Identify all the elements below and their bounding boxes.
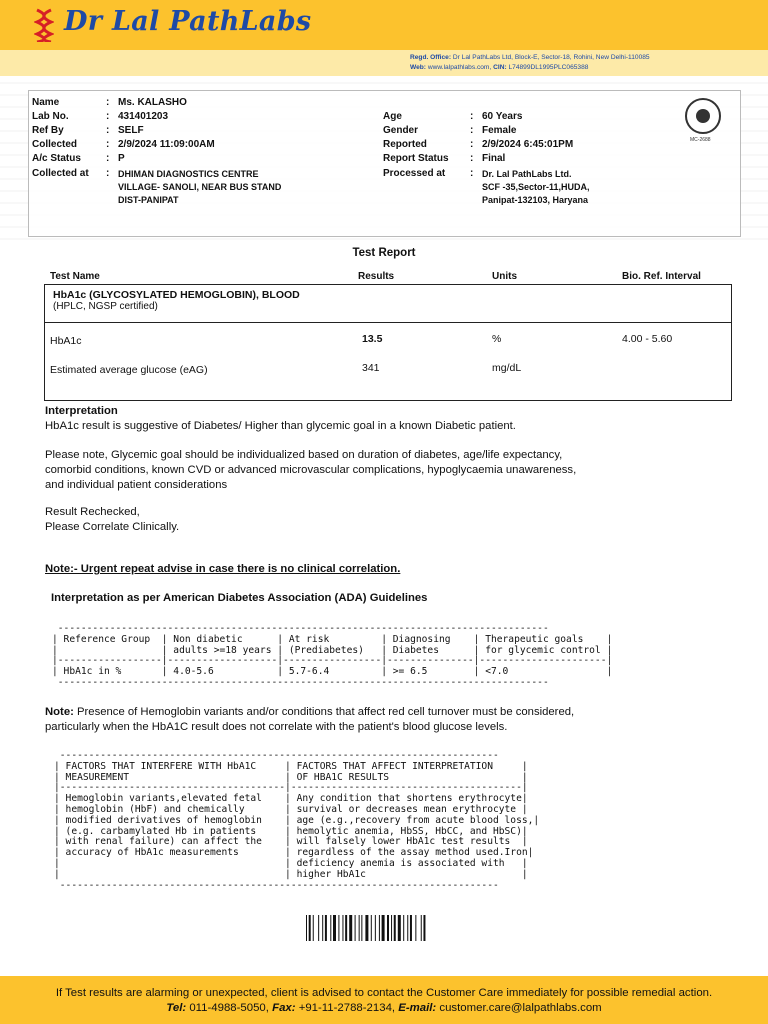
factors-table-line: |---------------------------------------|----------------------------------------| (54, 782, 528, 794)
factors-table-line: | with renal failure) can affect the | will falsely lower HbA1c test results | (54, 836, 528, 848)
age-colon: : (470, 111, 474, 122)
barcode-bar (322, 915, 323, 941)
factors-table-line: | MEASUREMENT | OF HBA1C RESULTS | (54, 771, 528, 783)
ref-label: Ref By (32, 125, 64, 136)
barcode-bar (345, 915, 347, 941)
variant-note-text: Presence of Hemoglobin variants and/or conditions that affect red cell turnover must be considered, (73, 706, 575, 718)
ada-table-line: | HbA1c in % | 4.0-5.6 | 5.7-6.4 | >= 6.5 | <7.0 | (52, 666, 613, 678)
ada-table-line: | Reference Group | Non diabetic | At risk | Diagnosing | Therapeutic goals | (52, 633, 613, 645)
gender-colon: : (470, 125, 474, 136)
urgent-note: Note:- Urgent repeat advise in case there is no clinical correlation. (45, 563, 401, 575)
barcode-bar (330, 915, 331, 941)
interpretation-line: HbA1c result is suggestive of Diabetes/ Higher than glycemic goal in a known Diabetic patient. (45, 420, 516, 432)
dna-logo-icon (34, 8, 54, 42)
barcode-bar (421, 915, 422, 941)
barcode-bar (349, 915, 352, 941)
barcode-bar (407, 915, 408, 941)
variant-note-label: Note: (45, 706, 74, 718)
cin-value: L74899DL1995PLC065388 (508, 64, 589, 71)
web-label: Web: (410, 64, 426, 71)
factors-table-line: | Hemoglobin variants,elevated fetal | Any condition that shortens erythrocyte| (54, 793, 528, 805)
factors-table-line: | modified derivatives of hemoglobin | age (e.g.,recovery from acute blood loss,| (54, 814, 540, 826)
barcode-bar (355, 915, 356, 941)
ada-heading: Interpretation as per American Diabetes Association (ADA) Guidelines (51, 592, 428, 604)
tel-value[interactable]: 011-4988-5050, (186, 1002, 269, 1014)
fax-value: +91-11-2788-2134, (295, 1002, 396, 1014)
barcode-bar (338, 915, 339, 941)
glycemic-note-line-3: and individual patient considerations (45, 479, 228, 491)
test-method: (HPLC, NGSP certified) (53, 301, 158, 312)
glycemic-note-line-2: comorbid conditions, known CVD or advanced microvascular complications, hypoglycaemia unawareness, (45, 464, 577, 476)
report-status-colon: : (470, 153, 474, 164)
barcode-bar (375, 915, 376, 941)
collected-at-line-3: DIST-PANIPAT (118, 195, 179, 205)
ref-colon: : (106, 125, 110, 136)
ac-status-value: P (118, 153, 125, 164)
collected-at-line-2: VILLAGE- SANOLI, NEAR BUS STAND (118, 182, 282, 192)
row-eag-result: 341 (362, 362, 380, 374)
row-hba1c-unit: % (492, 333, 502, 345)
ada-table (52, 624, 612, 689)
barcode-bar (394, 915, 396, 941)
brand-logo-text: Dr Lal PathLabs (64, 6, 312, 37)
ada-table-line: |------------------|-------------------|-----------------|---------------|----------------------| (52, 655, 613, 667)
regd-value: Dr Lal PathLabs Ltd, Block-E, Sector-18, Rohini, New Delhi-110085 (452, 54, 650, 61)
row-hba1c-interval: 4.00 - 5.60 (622, 333, 673, 345)
barcode-bar (423, 915, 425, 941)
barcode-bar (387, 915, 389, 941)
row-eag-name: Estimated average glucose (eAG) (50, 364, 208, 376)
glycemic-note-line-1: Please note, Glycemic goal should be individualized based on duration of diabetes, age/life expectancy, (45, 449, 563, 461)
variant-note-line-1 (45, 705, 574, 720)
header-interval: Bio. Ref. Interval (622, 271, 701, 282)
collected-value: 2/9/2024 11:09:00AM (118, 139, 215, 150)
barcode-bar (415, 915, 416, 941)
factors-table-line: | | deficiency anemia is associated with | (54, 857, 528, 869)
factors-table (54, 751, 539, 891)
processed-at-line-3: Panipat-132103, Haryana (482, 195, 589, 205)
barcode (306, 915, 470, 941)
footer-contact (0, 1002, 768, 1014)
regd-label: Regd. Office: (410, 54, 452, 61)
name-colon: : (106, 97, 110, 108)
barcode-bar (325, 915, 327, 941)
collected-label: Collected (32, 139, 78, 150)
barcode-bar (309, 915, 311, 941)
name-value: Ms. KALASHO (118, 97, 187, 108)
factors-table-line: ---------------------------------------------------------------------------- (54, 879, 499, 891)
ac-status-label: A/c Status (32, 153, 81, 164)
test-title: HbA1c (GLYCOSYLATED HEMOGLOBIN), BLOOD (53, 289, 300, 301)
lab-colon: : (106, 111, 110, 122)
barcode-bar (306, 915, 307, 941)
barcode-bar (382, 915, 385, 941)
lab-value: 431401203 (118, 111, 169, 122)
barcode-bar (313, 915, 314, 941)
row-hba1c-result: 13.5 (362, 333, 383, 345)
report-status-value: Final (482, 153, 506, 164)
seal-code: MC-2688 (690, 137, 711, 143)
reported-colon: : (470, 139, 474, 150)
result-bottom-border (44, 400, 732, 401)
processed-at-label: Processed at (383, 168, 446, 179)
subheader-bar (0, 50, 768, 76)
barcode-bar (318, 915, 319, 941)
reported-value: 2/9/2024 6:45:01PM (482, 139, 574, 150)
result-divider (44, 322, 732, 323)
ada-table-line: ------------------------------------------------------------------------------------- (52, 623, 549, 634)
gender-label: Gender (383, 125, 419, 136)
row-hba1c-name: HbA1c (50, 335, 82, 347)
factors-table-line: | (e.g. carbamylated Hb in patients | hemolytic anemia, HbSS, HbCC, and HbSC)| (54, 825, 528, 837)
interpretation-heading: Interpretation (45, 405, 118, 417)
processed-at-line-2: SCF -35,Sector-11,HUDA, (482, 182, 590, 192)
barcode-bar (333, 915, 336, 941)
header-test-name: Test Name (50, 271, 100, 282)
reported-label: Reported (383, 139, 427, 150)
lab-label: Lab No. (32, 111, 69, 122)
barcode-bar (391, 915, 392, 941)
collected-at-label: Collected at (32, 168, 89, 179)
barcode-bar (361, 915, 362, 941)
ada-table-line: | | adults >=18 years | (Prediabetes) | Diabetes | for glycemic control | (52, 644, 613, 656)
cin-label: CIN: (493, 64, 507, 71)
barcode-bar (371, 915, 372, 941)
email-label: E-mail: (398, 1002, 437, 1014)
ac-status-colon: : (106, 153, 110, 164)
factors-table-line: | accuracy of HbA1c measurements | regardless of the assay method used.Iron| (54, 847, 534, 859)
correlate-clinically: Please Correlate Clinically. (45, 521, 180, 533)
report-status-label: Report Status (383, 153, 449, 164)
factors-table-line: | | higher HbA1c | (54, 868, 528, 880)
processed-at-colon: : (470, 168, 474, 179)
registered-office (410, 53, 650, 73)
factors-table-line: | hemoglobin (HbF) and chemically | survival or decreases mean erythrocyte | (54, 803, 528, 815)
barcode-bar (379, 915, 380, 941)
gender-value: Female (482, 125, 517, 136)
tel-label: Tel: (166, 1002, 187, 1014)
barcode-bar (410, 915, 412, 941)
footer-bar (0, 976, 768, 1024)
barcode-bar (365, 915, 368, 941)
barcode-bar (342, 915, 343, 941)
age-label: Age (383, 111, 402, 122)
processed-at-line-1: Dr. Lal PathLabs Ltd. (482, 169, 572, 179)
ada-table-line: ------------------------------------------------------------------------------------- (52, 676, 549, 688)
factors-table-line: ---------------------------------------------------------------------------- (54, 750, 499, 761)
name-label: Name (32, 97, 60, 108)
collected-at-line-1: DHIMAN DIAGNOSTICS CENTRE (118, 169, 259, 179)
barcode-bar (359, 915, 360, 941)
footer-advisory: If Test results are alarming or unexpected, client is advised to contact the Customer Care immediately for possible remedial action. (55, 987, 713, 999)
barcode-bar (398, 915, 401, 941)
accreditation-seal-icon (685, 98, 721, 134)
row-eag-unit: mg/dL (492, 362, 522, 374)
report-title: Test Report (352, 247, 416, 259)
factors-table-line: | FACTORS THAT INTERFERE WITH HbA1C | FACTORS THAT AFFECT INTERPRETATION | (54, 760, 528, 772)
email-value[interactable]: customer.care@lalpathlabs.com (436, 1002, 602, 1014)
barcode-bar (403, 915, 404, 941)
collected-colon: : (106, 139, 110, 150)
ref-value: SELF (118, 125, 144, 136)
web-value: www.lalpathlabs.com, (427, 64, 492, 71)
header-units: Units (492, 271, 517, 282)
collected-at-colon: : (106, 168, 110, 179)
age-value: 60 Years (482, 111, 523, 122)
header-results: Results (358, 271, 395, 282)
result-rechecked: Result Rechecked, (45, 506, 140, 518)
fax-label: Fax: (272, 1002, 296, 1014)
variant-note-line-2: particularly when the HbA1C result does not correlate with the patient's blood glucose levels. (45, 721, 508, 733)
